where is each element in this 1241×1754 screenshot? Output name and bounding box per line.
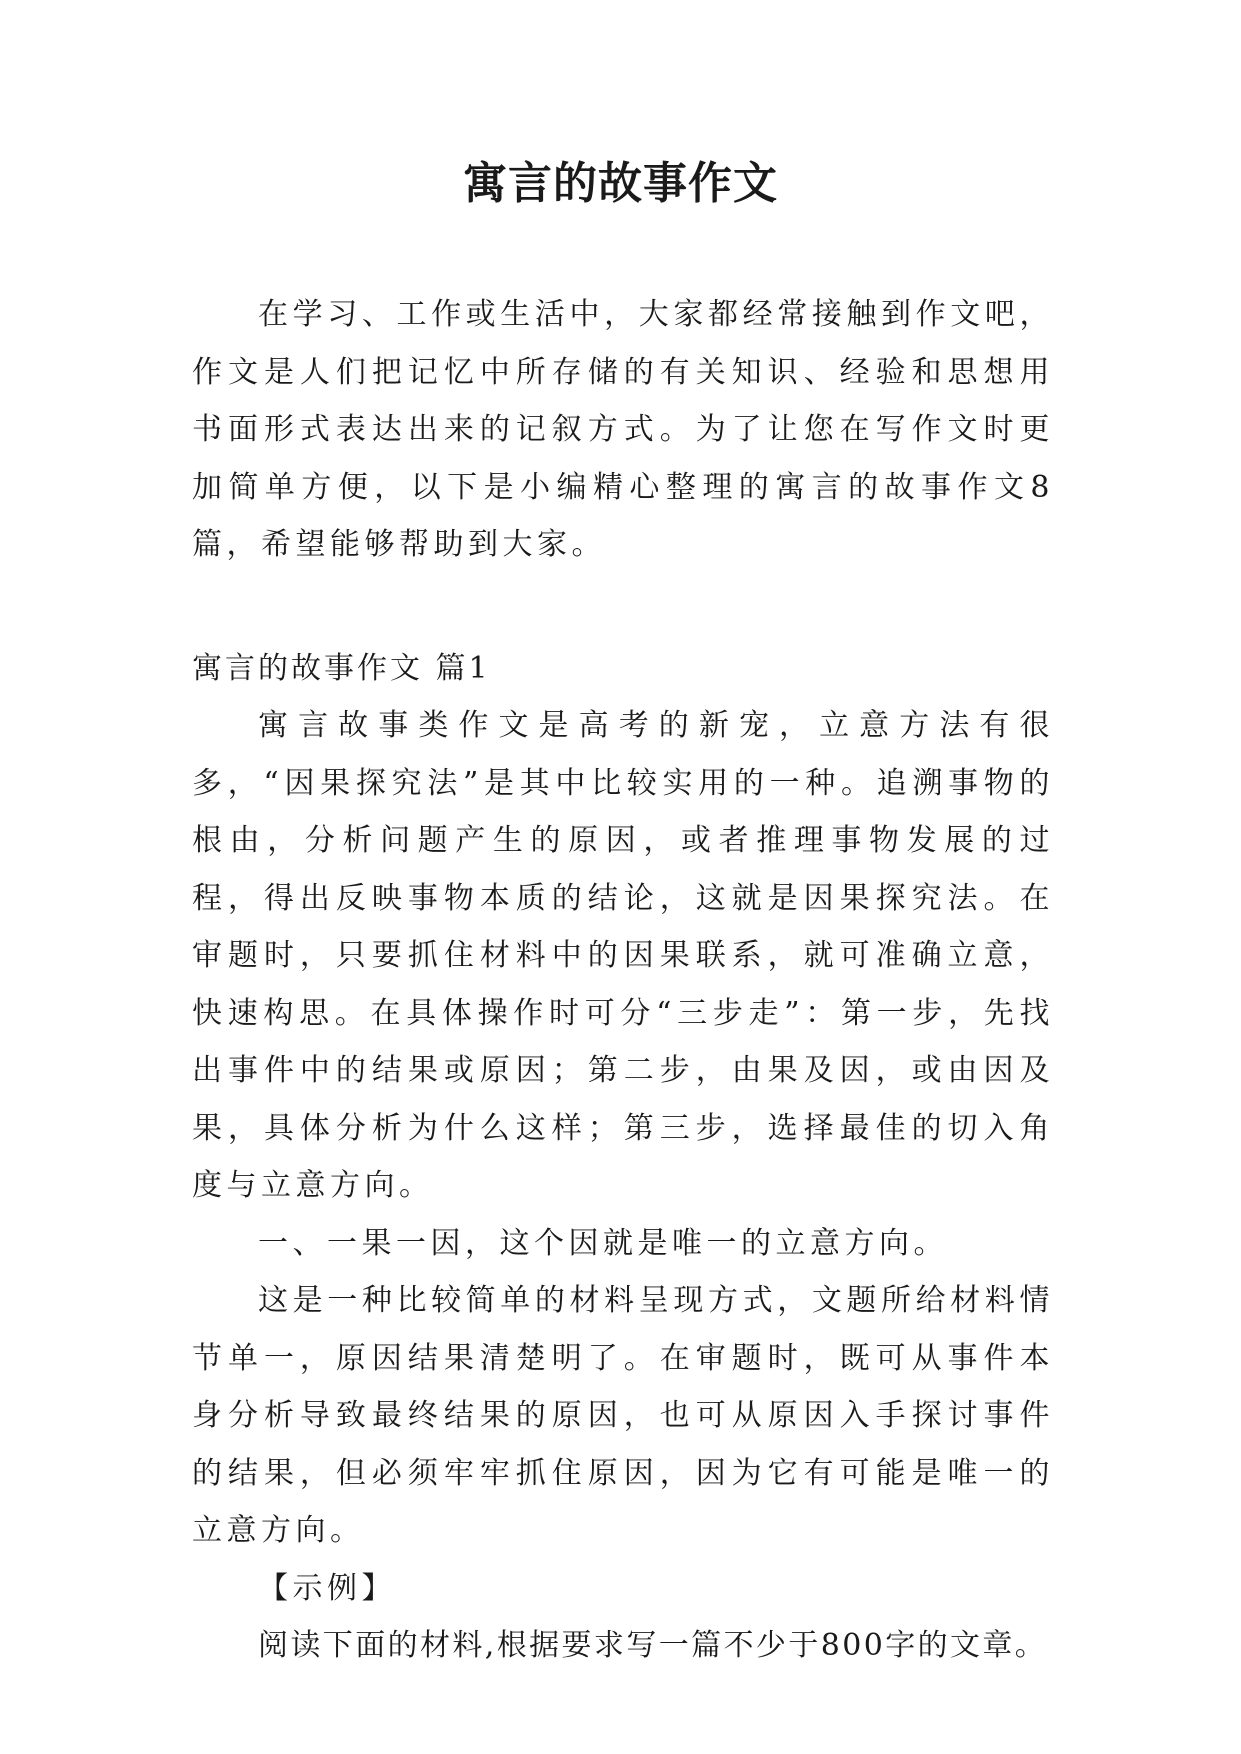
example-label: 【示例】 [258, 1570, 396, 1606]
intro-paragraph: 在学习、工作或生活中，大家都经常接触到作文吧，作文是人们把记忆中所存储的有关知识、经验和思想用书面形式表达出来的记叙方式。为了让您在写作文时更加简单方便，以下是小编精心整理的寓言的故事作文8篇，希望能够帮助到大家。 [192, 297, 1054, 562]
section-heading: 寓言的故事作文 篇1 [192, 651, 491, 686]
body-paragraph: 阅读下面的材料,根据要求写一篇不少于800字的文章。 [258, 1628, 1048, 1663]
document-title: 寓言的故事作文 [463, 158, 778, 209]
section-body [192, 697, 1054, 1675]
body-paragraph: 这是一种比较简单的材料呈现方式，文题所给材料情节单一，原因结果清楚明了。在审题时，既可从事件本身分析导致最终结果的原因，也可从原因入手探讨事件的结果，但必须牢牢抓住原因，因为它有可能是唯一的立意方向。 [192, 1283, 1054, 1548]
body-paragraph: 寓言故事类作文是高考的新宠，立意方法有很多，“因果探究法”是其中比较实用的一种。追溯事物的根由，分析问题产生的原因，或者推理事物发展的过程，得出反映事物本质的结论，这就是因果探究法。在审题时，只要抓住材料中的因果联系，就可准确立意，快速构思。在具体操作时可分“三步走”：第一步，先找出事件中的结果或原因；第二步，由果及因，或由因及果，具体分析为什么这样；第三步，选择最佳的切入角度与立意方向。 [192, 708, 1054, 1203]
body-paragraph: 一、一果一因，这个因就是唯一的立意方向。 [258, 1225, 948, 1261]
